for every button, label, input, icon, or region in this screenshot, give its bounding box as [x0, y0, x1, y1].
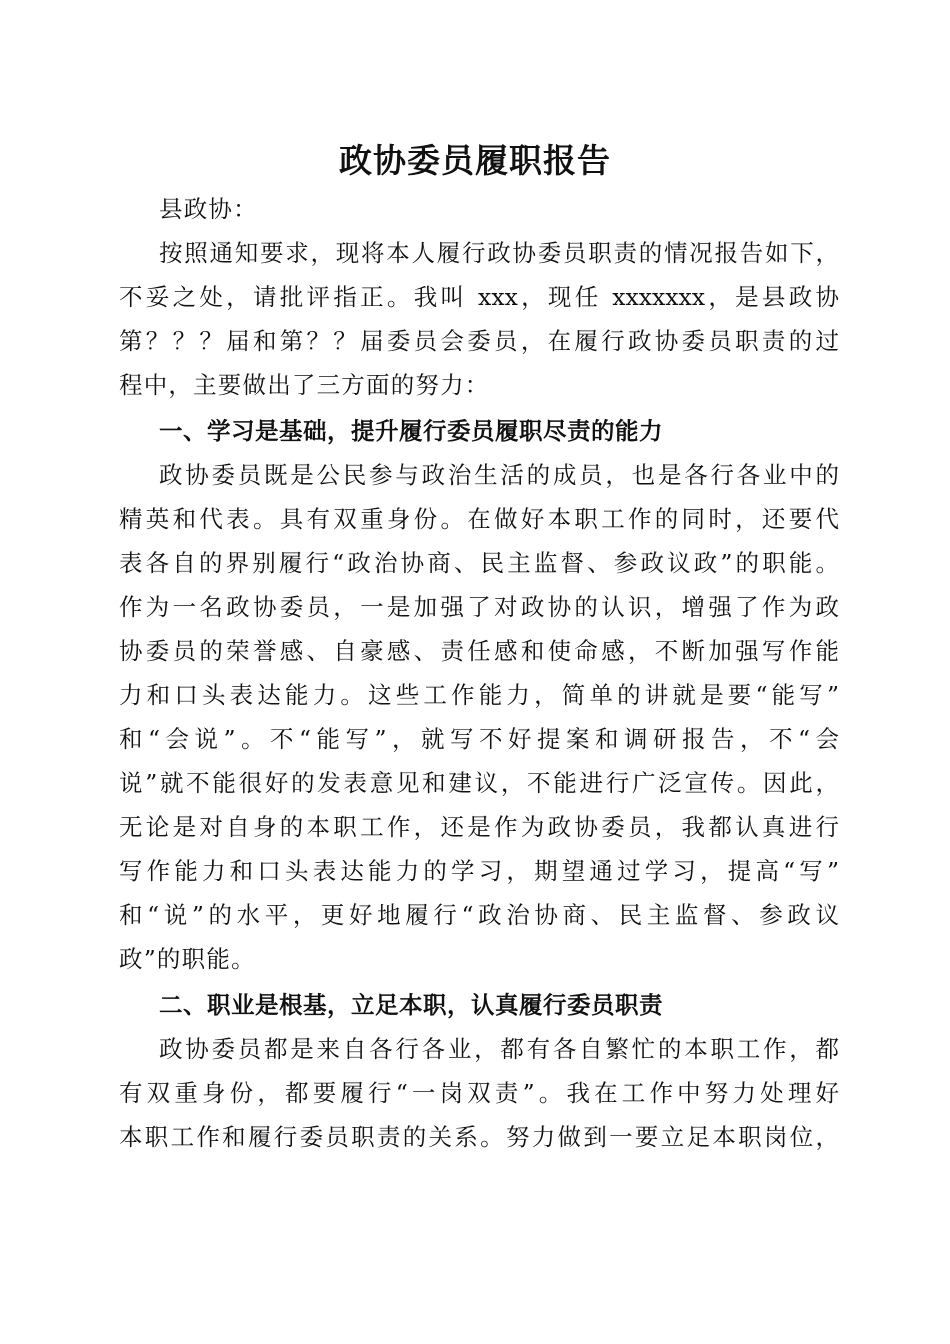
body-line: 政协委员都是来自各行各业，都有各自繁忙的本职工作，都: [159, 1035, 839, 1063]
body-line: 政”的职能。: [119, 945, 256, 973]
body-line: 作为一名政协委员，一是加强了对政协的认识，增强了作为政: [119, 593, 839, 621]
body-line: 政协委员既是公民参与政治生活的成员，也是各行各业中的: [159, 461, 839, 489]
body-line: 写作能力和口头表达能力的学习，期望通过学习，提高“写”: [119, 857, 839, 885]
body-line: 表各自的界别履行“政治协商、民主监督、参政议政”的职能。: [119, 549, 839, 577]
body-line: 协委员的荣誉感、自豪感、责任感和使命感，不断加强写作能: [119, 637, 839, 665]
document-title: 政协委员履职报告: [339, 141, 611, 180]
body-line: 和“说”的水平，更好地履行“政治协商、民主监督、参政议: [119, 901, 839, 929]
intro-line: 按照通知要求，现将本人履行政协委员职责的情况报告如下，: [159, 239, 839, 267]
body-line: 本职工作和履行委员职责的关系。努力做到一要立足本职岗位，: [119, 1123, 839, 1151]
body-line: 力和口头表达能力。这些工作能力，简单的讲就是要“能写”: [119, 681, 839, 709]
body-line: 和“会说”。不“能写”，就写不好提案和调研报告，不“会: [119, 725, 839, 753]
intro-line: 程中，主要做出了三方面的努力：: [119, 371, 490, 399]
body-line: 说”就不能很好的发表意见和建议，不能进行广泛宣传。因此，: [119, 769, 839, 797]
body-line: 有双重身份，都要履行“一岗双责”。我在工作中努力处理好: [119, 1079, 839, 1107]
section-2-heading: 二、职业是根基，立足本职，认真履行委员职责: [159, 991, 663, 1019]
intro-line: 第？？？届和第？？届委员会委员，在履行政协委员职责的过: [119, 327, 839, 355]
salutation: 县政协：: [159, 195, 258, 223]
body-line: 无论是对自身的本职工作，还是作为政协委员，我都认真进行: [119, 813, 839, 841]
body-line: 精英和代表。具有双重身份。在做好本职工作的同时，还要代: [119, 505, 839, 533]
section-1-heading: 一、学习是基础，提升履行委员履职尽责的能力: [159, 417, 663, 445]
intro-line: 不妥之处，请批评指正。我叫 xxx，现任 xxxxxxx，是县政协: [119, 283, 839, 311]
